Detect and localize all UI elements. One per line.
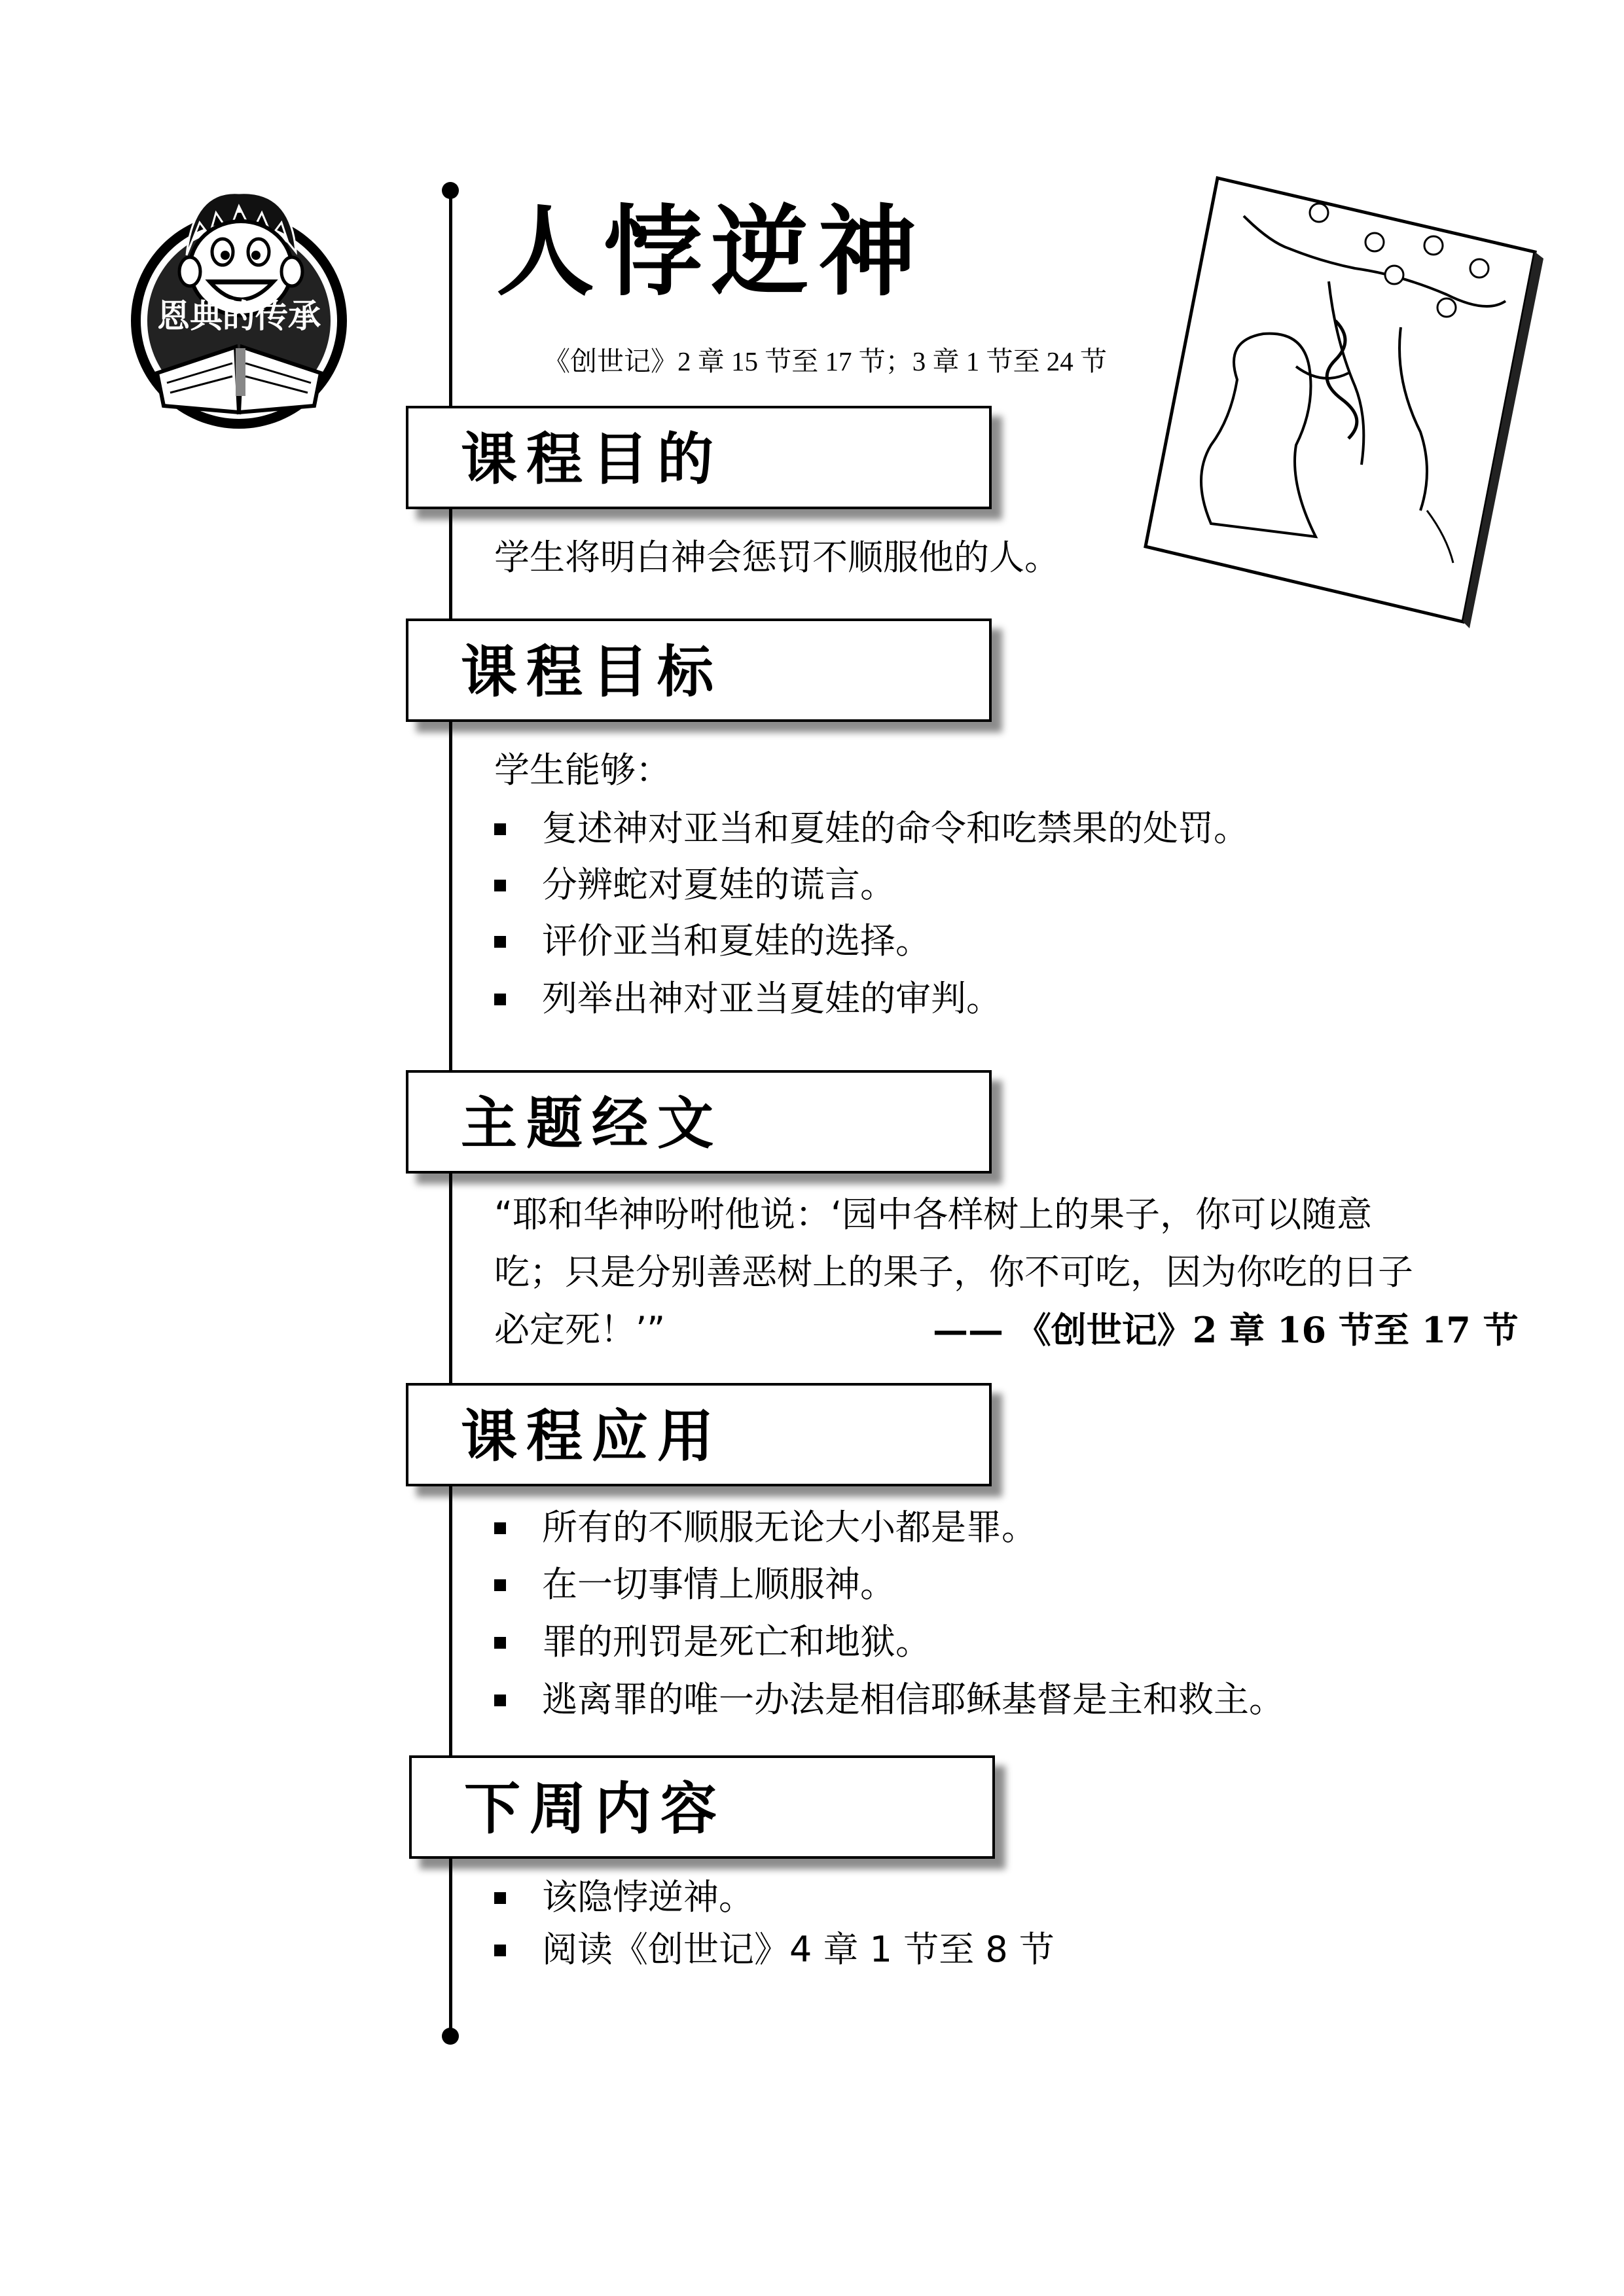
objective-item-text: 分辨蛇对夏娃的谎言。 [542, 864, 895, 905]
bullet-icon [494, 1522, 506, 1534]
section-header-memory-verse-label: 主题经文 [461, 1090, 723, 1157]
bullet-icon [494, 880, 506, 891]
section-header-memory-verse [406, 1070, 992, 1174]
scripture-reference: 《创世记》2 章 15 节至 17 节；3 章 1 节至 24 节 [543, 346, 1107, 376]
objective-item-text: 列举出神对亚当夏娃的审判。 [542, 978, 1001, 1019]
memory-verse-reference: —— 《创世记》2 章 16 节至 17 节 [933, 1309, 1519, 1351]
objective-item [542, 977, 1001, 1021]
section-header-application [406, 1383, 992, 1486]
logo-text: 恩典的传承 [157, 297, 321, 335]
bullet-icon [494, 823, 506, 835]
application-item-text: 罪的刑罚是死亡和地狱。 [542, 1621, 931, 1662]
next-week-item-text: 阅读《创世记》4 章 1 节至 8 节 [542, 1929, 1055, 1970]
application-item [542, 1505, 1037, 1550]
bullet-icon [494, 1637, 506, 1649]
bullet-icon [494, 1945, 506, 1956]
next-week-item [542, 1928, 1055, 1972]
objectives-intro: 学生能够： [494, 749, 671, 791]
bullet-icon [494, 1695, 506, 1706]
application-item-text: 在一切事情上顺服神。 [542, 1564, 895, 1605]
application-item [542, 1562, 895, 1607]
purpose-text: 学生将明白神会惩罚不顺服他的人。 [494, 537, 1060, 578]
section-header-application-label: 课程应用 [461, 1403, 723, 1469]
objective-item-text: 评价亚当和夏娃的选择。 [542, 920, 931, 961]
section-header-next-week [409, 1755, 995, 1859]
objective-item-text: 复述神对亚当和夏娃的命令和吃禁果的处罚。 [542, 808, 1249, 849]
next-week-item [542, 1875, 754, 1920]
timeline-end-dot [442, 2028, 459, 2045]
timeline-start-dot [442, 182, 459, 199]
application-item-text: 所有的不顺服无论大小都是罪。 [542, 1507, 1037, 1548]
next-week-item-text: 该隐悖逆神。 [542, 1876, 754, 1918]
section-header-next-week-label: 下周内容 [464, 1776, 726, 1842]
application-item-text: 逃离罪的唯一办法是相信耶稣基督是主和救主。 [542, 1679, 1284, 1720]
illustration-adam-eve-serpent [1139, 170, 1545, 628]
bullet-icon [494, 936, 506, 948]
bullet-icon [494, 994, 506, 1005]
memory-verse-line: 必定死！’” [494, 1309, 666, 1350]
application-item [542, 1620, 931, 1664]
objective-item [542, 863, 895, 907]
section-header-purpose-label: 课程目的 [461, 426, 723, 492]
objective-item [542, 806, 1249, 851]
section-header-purpose [406, 406, 992, 509]
application-item [542, 1677, 1284, 1722]
bullet-icon [494, 1579, 506, 1591]
bullet-icon [494, 1892, 506, 1904]
section-header-objectives-label: 课程目标 [461, 639, 723, 705]
memory-verse-line: “耶和华神吩咐他说：‘园中各样树上的果子，你可以随意 [494, 1194, 1373, 1235]
memory-verse-line: 吃；只是分别善恶树上的果子，你不可吃，因为你吃的日子 [494, 1251, 1413, 1293]
logo [124, 177, 353, 439]
section-header-objectives [406, 619, 992, 722]
objective-item [542, 919, 931, 963]
page-title: 人悖逆神 [496, 194, 926, 310]
